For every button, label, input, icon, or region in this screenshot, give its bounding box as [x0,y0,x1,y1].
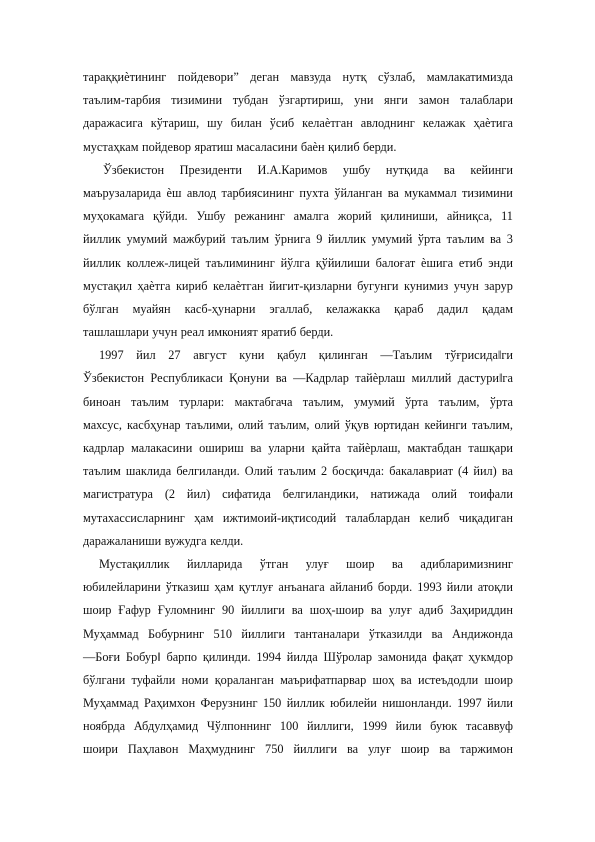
text-line [83,738,513,761]
word: турлари: [179,394,225,409]
word: йиллиги [241,603,285,618]
word: келаѐтган [212,278,264,293]
text-line [83,228,513,251]
word: уни [354,93,374,108]
word: умумий [371,232,413,247]
word: талаблардан [345,510,411,525]
text-line [83,344,513,367]
word: шоҳ-шоир [309,603,364,618]
word: ўзгартириш, [278,93,344,108]
word: босқичда: [332,464,385,479]
word: куни [239,348,265,363]
word: адиб [418,603,444,618]
word: бакалавриат [389,464,453,479]
word: умумий [354,394,395,409]
word: Ғуломнинг [157,603,216,618]
word: муҳокамага [83,209,145,224]
word: Бобурнинг [148,626,205,641]
word: Муҳаммад [83,696,139,711]
word: шоир [83,603,112,618]
word: Шўролар [323,649,372,664]
word: кунимиз [403,278,449,293]
word: ошириш [199,441,244,455]
word: реал [180,325,205,340]
word: ташқари [468,441,513,455]
text-line [83,507,513,530]
word: йиллиги, [307,719,354,734]
word: ва [501,464,513,479]
word: касбҳунар [126,417,181,432]
word: Маҳмуднинг [188,742,256,757]
word: ўрнига [274,232,311,247]
word: 27 [168,348,181,363]
word: мутахассисларнинг [83,510,185,525]
text-line [83,89,513,112]
word: авлод [186,185,217,200]
word: маърузаларида [83,185,162,200]
word: Ушбу [196,209,226,224]
word: И.А.Каримов [257,162,328,177]
word: олий [238,417,264,432]
word: ҳаѐтга [137,278,171,293]
word: тоифали [468,487,513,502]
word: етиб [458,255,483,270]
word: Заҳириддин [450,603,513,618]
text-line [83,391,513,414]
word: кўтариш, [150,116,200,131]
word: таълим, [438,394,480,409]
word: қораланган [214,672,274,687]
text-line [83,460,513,483]
word: ва [400,672,412,687]
word: даражасига [83,116,143,131]
word: белгиландики, [282,487,359,502]
word: Бобурǁ [125,649,161,664]
word: сўзлаб, [377,70,416,84]
word: 1993 [417,580,442,595]
word: Ферузнинг [200,696,258,711]
word: қилиниши, [380,209,438,224]
word: Ўзбекистон [103,162,165,177]
word: тубдан [232,93,269,108]
text-line [83,530,513,553]
word: мактабгача [234,394,293,409]
word: таълим-тарбия [83,93,161,108]
word: юртидан [373,417,420,432]
word: таржимон [460,742,513,757]
word: таълим [231,232,270,247]
word: яратиб [261,325,297,340]
text-line [83,414,513,437]
word: тарбиясининг [221,185,294,200]
text-line [83,205,513,228]
text-line [83,298,513,321]
text-line [83,136,513,159]
word: ўрта [417,232,441,247]
word: мамлакатимизда [426,70,513,84]
word: 1994 [256,649,281,664]
word: Паҳлавон [127,742,179,757]
word: улуғ [388,603,412,618]
text-line [83,553,513,576]
word: шоир [400,742,430,757]
word: ва [347,742,359,757]
word: тантаналари [294,626,360,641]
word: таълим [278,464,316,479]
text-line [83,599,513,622]
word: қараб [394,301,424,316]
word: келажакка [326,301,381,316]
word: қабул [277,348,307,363]
word: келди. [210,533,244,548]
word: (2 [164,487,176,502]
word: Президенти [179,162,242,177]
word: пойдевори” [177,70,239,84]
word: (4 [458,464,469,479]
word: 1997 [457,696,482,711]
word: умумий [126,232,168,247]
word: Чўлпоннинг [206,719,272,734]
word: ва [443,162,455,177]
word: тайѐрлаш [355,371,406,386]
word: фақат [432,649,463,664]
word: пухта [299,185,329,200]
word: тўғрисидаǁги [444,348,513,363]
word: Абдулҳамид [133,719,199,734]
text-line [83,367,513,390]
text-line [83,669,513,692]
word: ҳам [214,580,234,595]
word: ва [250,441,262,455]
word: келажак [422,116,466,131]
word: ва [439,742,451,757]
word: йили [446,580,473,595]
word: таълим, [472,417,513,432]
text-line [83,483,513,506]
word: йигит-қизларни [269,278,352,293]
word: шоир [346,556,375,571]
word: авлоднинг [360,116,415,131]
word: Раҳимхон [143,696,196,711]
word: мавзуда [290,70,332,84]
document-page [83,66,513,762]
word: ва [490,232,502,247]
word: йиллик [327,232,366,247]
word: мажбурий [172,232,226,247]
word: ноябрда [83,719,126,734]
word: ҳам [194,510,214,525]
word: бўлган [83,301,119,316]
word: шоир [484,672,513,687]
word: юбилейларини [83,580,161,595]
word: нутқида [385,162,429,177]
word: амалга [293,209,330,224]
word: ўтказилди [368,626,423,641]
word: белгиланди. [176,464,240,479]
word: учун [453,278,479,293]
word: ўтказиш [165,580,210,595]
word: ҳукмдор [468,649,513,664]
word: кадрлар [83,441,125,455]
word: учун [152,325,178,340]
word: улуғ [305,556,329,571]
text-line [83,646,513,669]
word: шоири [83,742,118,757]
word: Республикаси [150,371,223,386]
word: ва [291,603,303,618]
word: мустақил [83,278,133,293]
word: анъанага [278,580,325,595]
word: жорий [337,209,372,224]
word: туфайли [131,672,176,687]
word: бугунги [357,278,399,293]
word: ва [431,626,443,641]
word: тайѐрлаш, [347,441,401,455]
word: талаблари [459,93,513,108]
word: зарур [484,278,513,293]
word: дастуриǁга [457,371,513,386]
word: Ўзбекистон [83,371,145,386]
word: йил [136,348,156,363]
word: ўқув [344,417,369,432]
word: таълим [130,394,169,409]
word: қўйилиши [315,255,370,270]
word: ўтган [259,556,289,571]
word: 11 [501,209,513,224]
word: олий [431,487,457,502]
word: янги [384,93,408,108]
text-line [83,715,513,738]
word: таълим [446,232,485,247]
word: ва [387,185,399,200]
word: йиллик [286,696,325,711]
word: ѐш [166,185,182,200]
word: Ғафур [118,603,151,618]
text-line [83,437,513,460]
word: тизимини [171,93,223,108]
word: қайта [311,441,341,455]
word: кейинги [470,162,513,177]
word: Олий [244,464,273,479]
word: ўрта [489,394,513,409]
word: нутқ [342,70,367,84]
word: шоҳ [372,672,395,687]
word: ва [391,556,403,571]
word: ҳаѐтига [473,116,513,131]
word: масаласини [236,139,298,154]
word: магистратура [83,487,154,502]
text-line [83,576,513,599]
word: август [193,348,227,363]
word: чиқадиган [458,510,513,525]
word: имконият [207,325,258,340]
word: кейинги [424,417,467,432]
word: қилинган [318,348,368,363]
text-line [83,252,513,275]
word: мукаммал [404,185,457,200]
word: тасаввуф [465,719,513,734]
word: борди. [377,580,413,595]
word: ўсиб [269,116,295,131]
word: натижада [370,487,420,502]
word: йиллик [83,232,121,247]
word: сифатида [222,487,271,502]
word: вужудга [164,533,207,548]
word: коллеж-лицей [126,255,200,270]
word: Қонуни [229,371,270,386]
word: ва [370,603,382,618]
word: деган [250,70,280,84]
word: ―Боғи [83,649,121,664]
word: мустаҳкам [83,139,139,154]
word: атоқли [477,580,513,595]
word: замон [418,93,450,108]
word: махсус, [83,417,122,432]
text-line [83,159,513,182]
word: юбилейи [330,696,377,711]
word: айниқса, [446,209,493,224]
word: йилларида [187,556,243,571]
word: билан [230,116,262,131]
word: таълим, [302,394,344,409]
word: йўлга [280,255,310,270]
word: йил) [473,464,497,479]
word: маърифатпарвар [280,672,367,687]
word: олий [314,417,340,432]
word: 9 [316,232,323,247]
word: Андижонда [452,626,513,641]
word: муайян [132,301,171,316]
word: йиллиги [293,742,338,757]
word: шаклида [125,464,172,479]
text-line [83,182,513,205]
word: касб-ҳунарни [184,301,256,316]
word: йиллик [83,255,121,270]
word: қўйди. [153,209,188,224]
word: малакасини [131,441,193,455]
word: ва [275,371,287,386]
word: қилинди. [202,649,251,664]
word: қадам [482,301,513,316]
word: энди [488,255,513,270]
word: замонида [377,649,427,664]
word: йили [395,719,422,734]
word: 1997 [99,348,124,363]
word: номи [181,672,209,687]
word: ―Кадрлар [293,371,349,386]
text-line [83,623,513,646]
text-line [83,275,513,298]
word: шу [207,116,223,131]
word: тараққиѐтининг [83,70,167,84]
word: 3 [506,232,513,247]
word: ижтимоий-иқтисодий [222,510,337,525]
word: тизимини [461,185,513,200]
word: биноан [83,394,121,409]
word: 750 [265,742,284,757]
word: ―Таълим [380,348,433,363]
word: таълим, [268,417,310,432]
word: эгаллаб, [269,301,313,316]
word: ташлашлари [83,325,149,340]
word: айланиб [329,580,373,595]
word: Муҳаммад [83,626,139,641]
word: келаѐтган [302,116,353,131]
text-line [83,692,513,715]
word: берди. [363,139,397,154]
text-line [83,112,513,135]
word: 2 [320,464,328,479]
word: таълими, [185,417,234,432]
word: буюк [430,719,458,734]
word: 1999 [362,719,387,734]
word: бўлгани [83,672,126,687]
word: келиб [419,510,450,525]
word: Мустақиллик [99,556,170,571]
word: баѐн [300,139,325,154]
word: қутлуғ [238,580,274,595]
word: мактабдан [407,441,462,455]
word: қилиб [328,139,360,154]
word: балоғат [375,255,416,270]
word: кириб [175,278,208,293]
word: пойдевор [141,139,192,154]
word: истеъдодли [418,672,479,687]
word: режанинг [234,209,285,224]
word: 150 [262,696,282,711]
word: миллий [411,371,452,386]
word: ѐшига [421,255,454,270]
word: 510 [213,626,232,641]
word: барпо [166,649,198,664]
word: уларни [268,441,305,455]
word: яратиш [194,139,233,154]
text-line [83,66,513,89]
word: дадил [437,301,469,316]
word: 100 [279,719,299,734]
word: таълимининг [205,255,275,270]
word: йиллиги [241,626,286,641]
word: адибларимизнинг [420,556,513,571]
word: берди. [299,325,334,340]
word: йил) [186,487,211,502]
word: ўйланган [334,185,383,200]
word: улуғ [368,742,391,757]
word: даражаланиши [83,533,162,548]
word: 90 [221,603,235,618]
word: нишонланди. [382,696,452,711]
word: йилда [286,649,318,664]
word: йили [487,696,513,711]
word: ушбу [342,162,371,177]
text-line [83,321,513,344]
word: таълим [83,464,121,479]
word: ўрта [405,394,429,409]
